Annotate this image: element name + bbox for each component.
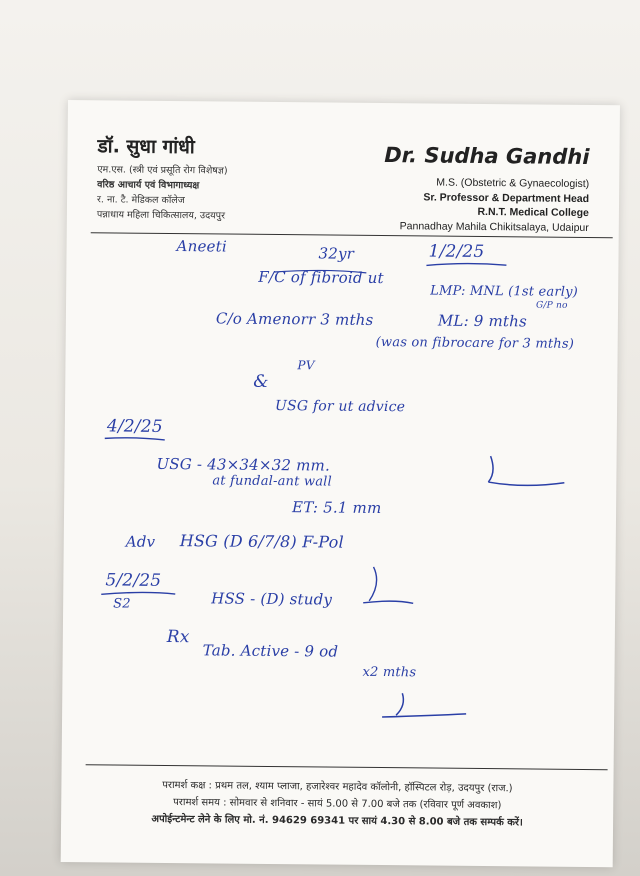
credential-line-hindi: पन्नाधाय महिला चिकित्सालय, उदयपुर <box>96 209 226 222</box>
previous-treatment: (was on fibrocare for 3 mths) <box>375 334 575 352</box>
handwritten-notes <box>61 100 620 867</box>
credential-line-hindi: र. ना. टै. मेडिकल कॉलेज <box>96 194 185 207</box>
credential-line-english: R.N.T. Medical College <box>477 205 589 220</box>
hss-study: HSS - (D) study <box>211 589 333 609</box>
credential-line-hindi: एम.एस. (स्त्री एवं प्रसूति रोग विशेषज्ञ) <box>97 164 228 177</box>
rx-symbol: Rx <box>166 626 190 648</box>
doctor-name-hindi: डॉ. सुधा गांधी <box>97 135 195 159</box>
usg-result: USG - 43×34×32 mm. <box>156 454 331 475</box>
credential-line-english: M.S. (Obstetric & Gynaecologist) <box>436 176 590 191</box>
fibroid-location: at fundal-ant wall <box>212 473 332 490</box>
usg-advice: USG for ut advice <box>274 398 406 416</box>
visit-date: 1/2/25 <box>428 241 485 263</box>
date3-underline <box>101 592 175 595</box>
gp-note: G/P no <box>536 300 568 311</box>
medication-duration: x2 mths <box>362 664 417 681</box>
visit-date-3: 5/2/25 <box>105 570 162 591</box>
pv-note: PV <box>297 358 315 373</box>
chief-complaint: F/C of fibroid ut <box>258 267 384 288</box>
marital-life: ML: 9 mths <box>437 311 528 331</box>
signature-mark <box>488 456 564 486</box>
doctor-name-english: Dr. Sudha Gandhi <box>384 143 590 170</box>
complaint-amenorrhoea: C/o Amenorr 3 mths <box>215 309 374 329</box>
endometrial-thickness: ET: 5.1 mm <box>292 498 382 518</box>
date2-underline <box>105 438 165 440</box>
credential-line-english: Sr. Professor & Department Head <box>423 190 590 205</box>
signature-mark <box>363 567 413 603</box>
clinic-address: परामर्श कक्ष : प्रथम तल, श्याम प्लाजा, हजारेश्वर महादेव कॉलोनी, हॉस्पिटल रोड़, उदयपुर (राज.) <box>162 779 513 795</box>
clinic-hours: परामर्श समय : सोमवार से शनिवार - सायं 5.00 से 7.00 बजे तक (रविवार पूर्ण अवकाश) <box>173 797 502 812</box>
advice-label: Adv <box>125 532 156 551</box>
and-mark: & <box>253 371 269 392</box>
handwriting-strokes <box>61 100 620 867</box>
medication: Tab. Active - 9 od <box>202 641 339 661</box>
visit-date-2: 4/2/25 <box>106 416 163 437</box>
lmp-note: LMP: MNL (1st early) <box>430 283 579 300</box>
clinic-footer <box>61 776 613 832</box>
appointment-contact: अपोईन्टमेन्ट लेने के लिए मो. नं. 94629 69341 पर सायं 4.30 से 8.00 बजे तक सम्पर्क करें। <box>151 813 523 829</box>
credential-line-english: Pannadhay Mahila Chikitsalaya, Udaipur <box>399 219 589 234</box>
hsg-advice: HSG (D 6/7/8) F-Pol <box>179 531 344 552</box>
signature-mark <box>382 693 466 718</box>
patient-age: 32yr <box>318 244 355 263</box>
s2-note: S2 <box>113 596 131 612</box>
prescription-sheet <box>61 100 620 867</box>
patient-name: Aneeti <box>176 237 227 256</box>
credential-line-hindi: वरिष्ठ आचार्य एवं विभागाध्यक्ष <box>97 179 200 192</box>
date-underline <box>426 263 506 266</box>
